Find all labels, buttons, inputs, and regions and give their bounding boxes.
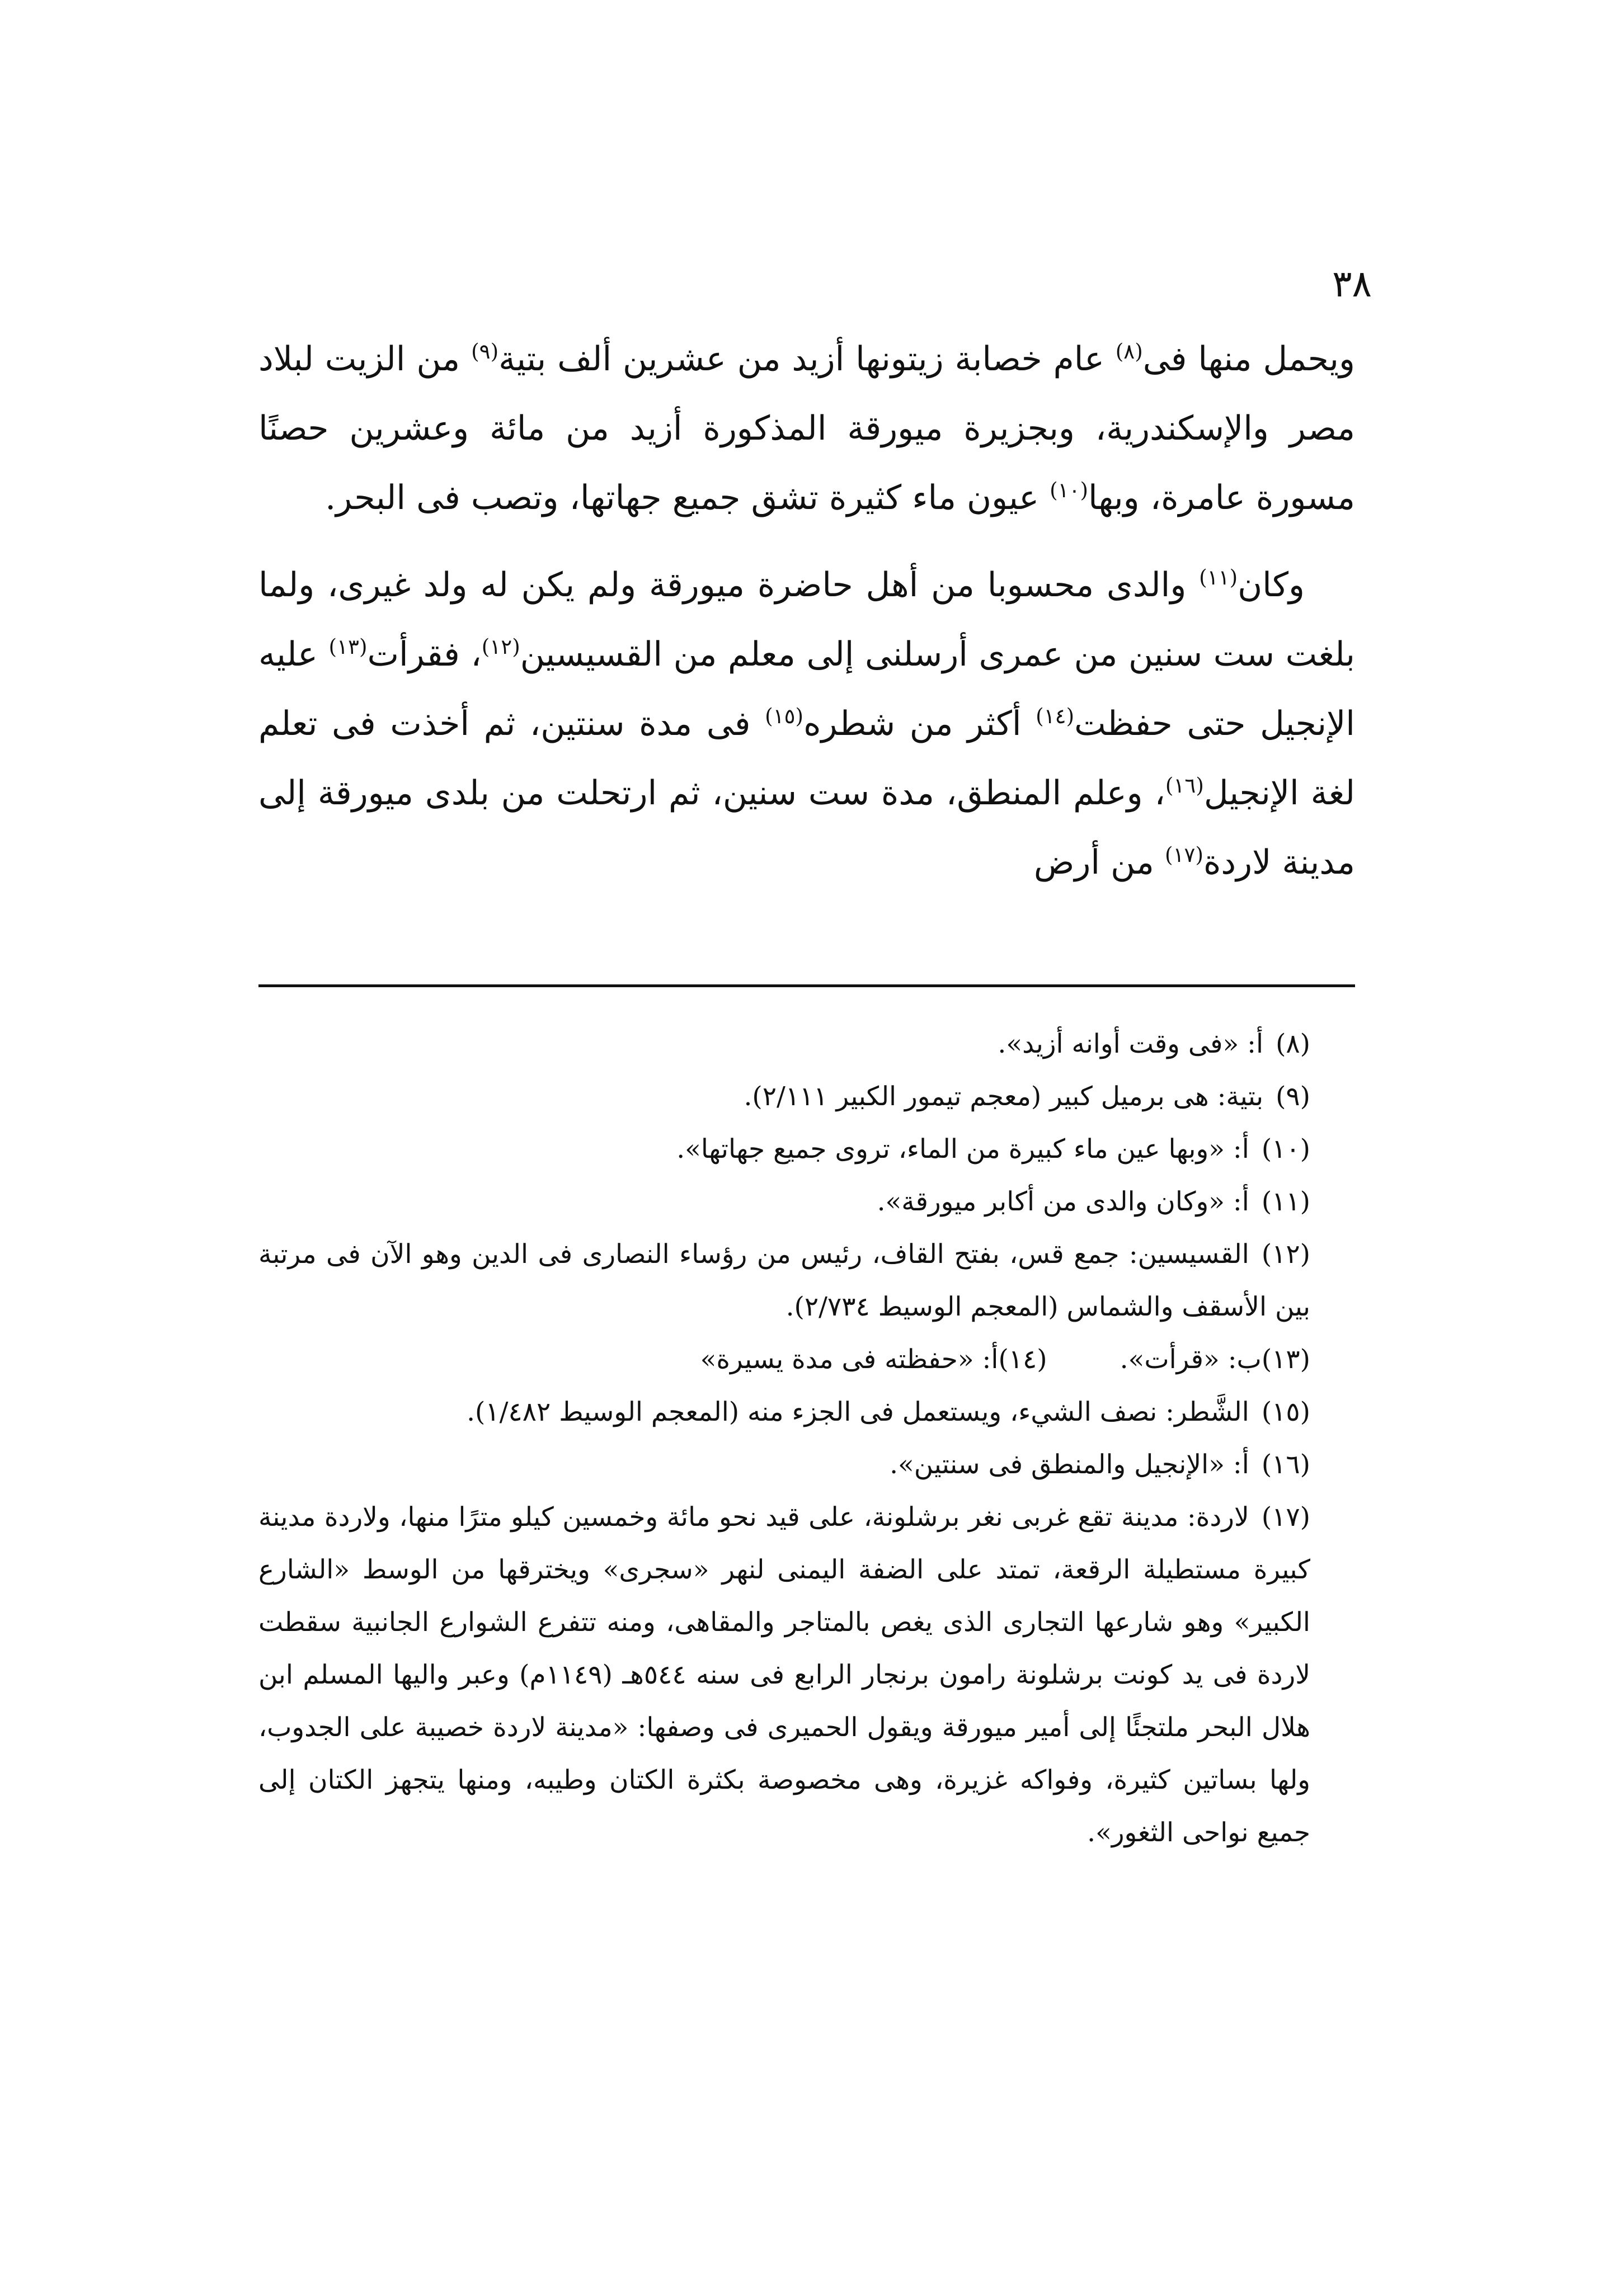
- footnote-14: [700, 1333, 1047, 1386]
- footnote-16: [258, 1439, 1355, 1491]
- footnote-marker: (١٥): [765, 704, 804, 728]
- footnote-marker: (١٠): [1050, 478, 1089, 502]
- footnote-9: [258, 1071, 1355, 1123]
- footnote-10: [258, 1123, 1355, 1176]
- footnote-text: أ: «الإنجيل والمنطق فى سنتين».: [890, 1449, 1249, 1480]
- footnote-marker: (٨): [1115, 339, 1143, 364]
- footnote-marker: (٩): [471, 339, 499, 364]
- text-run: ، وعلم المنطق، مدة ست سنين، ثم ارتحلت من بلدى ميورقة إلى مدينة لاردة: [258, 774, 1355, 882]
- footnotes: [258, 1018, 1355, 1859]
- body-paragraph: [258, 324, 1355, 532]
- footnote-separator: [258, 984, 1355, 987]
- footnote-number: (١١): [1261, 1186, 1310, 1217]
- footnote-marker: (١٦): [1165, 773, 1204, 798]
- footnote-13: [1120, 1333, 1310, 1386]
- footnote-number: (٨): [1276, 1029, 1310, 1059]
- body-paragraph: [258, 550, 1355, 897]
- footnote-8: [258, 1018, 1355, 1071]
- footnote-number: (١٠): [1261, 1134, 1310, 1164]
- text-run: ، فقرأت: [367, 635, 482, 674]
- footnote-number: (٩): [1276, 1081, 1310, 1112]
- text-run: ويحمل منها فى: [1142, 340, 1355, 379]
- footnote-text: القسيسين: جمع قس، بفتح القاف، رئيس من رؤساء النصارى فى الدين وهو الآن فى مرتبة بين الأسقف والشماس (المعجم الوسيط ٢/٧٣٤).: [258, 1239, 1310, 1322]
- footnote-number: (١٥): [1261, 1397, 1310, 1427]
- text-run: من الزيت لبلاد مصر والإسكندرية، وبجزيرة ميورقة المذكورة أزيد من مائة وعشرين حصنًا مسورة عامرة، وبها: [258, 340, 1355, 517]
- footnote-11: [258, 1176, 1355, 1228]
- text-run: من أرض: [1033, 843, 1165, 882]
- footnote-12: [258, 1228, 1355, 1333]
- footnote-text: أ: «وكان والدى من أكابر ميورقة».: [877, 1186, 1249, 1217]
- footnote-marker: (١٤): [1036, 704, 1075, 728]
- text-run: عليه الإنجيل حتى حفظت: [258, 635, 1355, 743]
- footnote-number: (١٢): [1261, 1239, 1310, 1270]
- text-run: عام خصابة زيتونها أزيد من عشرين ألف بتية: [498, 340, 1116, 379]
- footnote-15: [258, 1386, 1355, 1439]
- body-text: [258, 324, 1355, 897]
- text-run: وكان: [1238, 565, 1305, 605]
- footnote-number: (١٣): [1261, 1344, 1310, 1375]
- footnote-number: (١٧): [1261, 1502, 1310, 1533]
- footnote-text: أ: «وبها عين ماء كبيرة من الماء، تروى جميع جهاتها».: [676, 1134, 1249, 1164]
- text-run: أكثر من شطره: [803, 704, 1036, 743]
- page-number: ٣٨: [1332, 262, 1372, 305]
- footnote-marker: (١٧): [1164, 842, 1203, 867]
- footnote-pair-13-14: [258, 1333, 1355, 1386]
- footnote-marker: (١٣): [328, 634, 368, 659]
- footnote-marker: (١٢): [481, 634, 520, 659]
- footnote-text: لاردة: مدينة تقع غربى نغر برشلونة، على قيد نحو مائة وخمسين كيلو مترًا منها، ولاردة مدينة كبيرة مستطيلة الرقعة، تمتد على الضفة اليمنى لنهر «سجرى» ويخترقها من الوسط «الشارع الكبير» وهو شارعها التجارى الذى يغص بالمتاجر والمقاهى، ومنه تتفرع الشوارع الجانبية سقطت لاردة فى يد كونت برشلونة رامون برنجار الرابع فى سنه ٥٤٤هـ (١١٤٩م) وعبر واليها المسلم ابن هلال البحر ملتجئًا إلى أمير ميورقة ويقول الحميرى فى وصفها: «مدينة لاردة خصيبة على الجدوب، ولها بساتين كثيرة، وفواكه غزيرة، وهى مخصوصة بكثرة الكتان وطيبه، ومنها يتجهز الكتان إلى جميع نواحى الثغور».: [258, 1502, 1310, 1848]
- text-run: والدى محسوبا من أهل حاضرة ميورقة ولم يكن له ولد غيرى، ولما بلغت ست سنين من عمرى أرسلنى إلى معلم من القسيسين: [258, 565, 1355, 674]
- footnote-number: (١٤): [998, 1344, 1047, 1375]
- footnote-text: أ: «حفظته فى مدة يسيرة»: [700, 1344, 999, 1375]
- text-run: فى مدة سنتين، ثم أخذت فى تعلم لغة الإنجيل: [258, 704, 1355, 813]
- footnote-17: [258, 1491, 1355, 1859]
- footnote-text: الشَّطر: نصف الشيء، ويستعمل فى الجزء منه (المعجم الوسيط ١/٤٨٢).: [467, 1397, 1249, 1427]
- footnote-text: أ: «فى وقت أوانه أزيد».: [998, 1029, 1264, 1059]
- footnote-marker: (١١): [1199, 565, 1238, 590]
- footnote-text: بتية: هى برميل كبير (معجم تيمور الكبير ٢/١١١).: [744, 1081, 1264, 1112]
- text-run: عيون ماء كثيرة تشق جميع جهاتها، وتصب فى البحر.: [325, 478, 1050, 517]
- footnote-text: ب: «قرأت».: [1120, 1344, 1262, 1375]
- footnote-number: (١٦): [1261, 1449, 1310, 1480]
